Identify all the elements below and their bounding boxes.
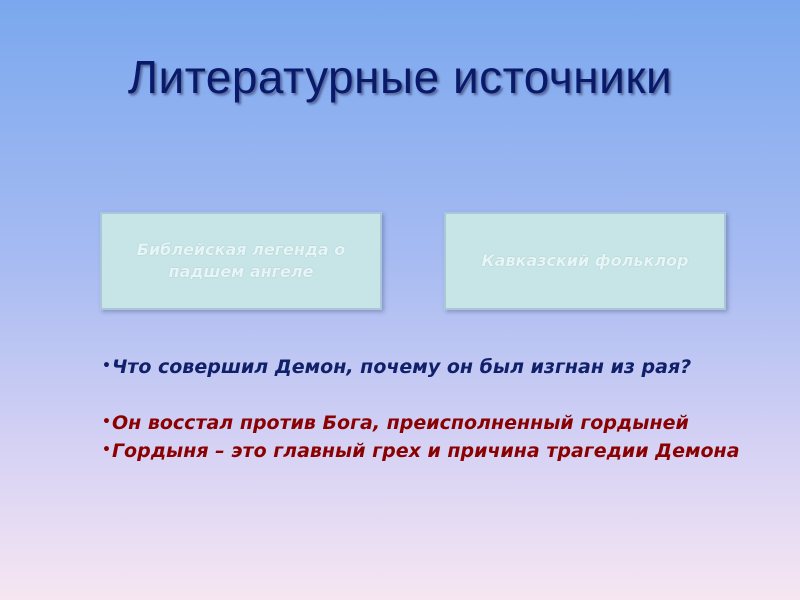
slide-title: Литературные источники — [127, 51, 673, 103]
answer-text: Гордыня – это главный грех и причина трагедии Демона — [111, 440, 740, 462]
source-box-caucasian-folklore — [444, 212, 726, 310]
source-box-label: Библейская легенда о падшем ангеле — [136, 239, 346, 281]
answer-bullet — [102, 440, 740, 462]
answer-text: Он восстал против Бога, преисполненный гордыней — [111, 412, 689, 434]
bullet-marker: • — [102, 358, 111, 374]
answer-bullet — [102, 412, 689, 434]
bullet-marker: • — [102, 414, 111, 430]
question-text: Что совершил Демон, почему он был изгнан из рая? — [111, 356, 692, 378]
source-box-label: Кавказский фольклор — [481, 250, 689, 270]
bullet-marker: • — [102, 442, 111, 458]
question-bullet — [102, 356, 691, 378]
source-box-bible-legend — [100, 212, 382, 310]
